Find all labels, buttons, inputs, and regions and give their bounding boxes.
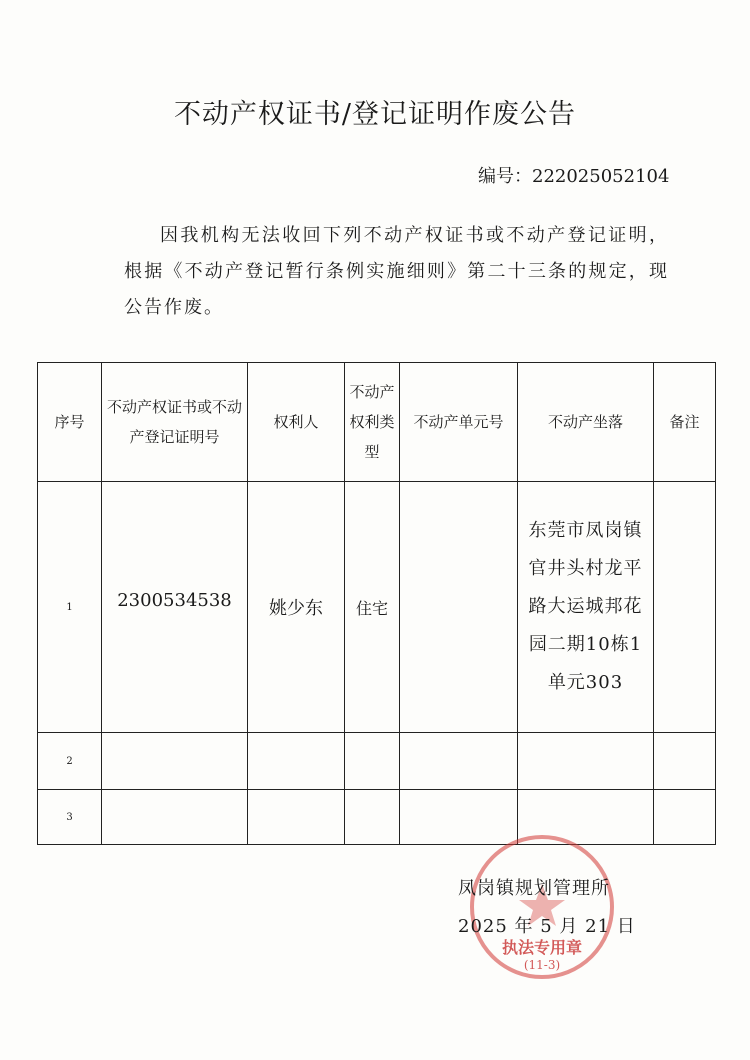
header-right-type: 不动产权利类型 bbox=[345, 363, 400, 482]
header-cert-no: 不动产权证书或不动产登记证明号 bbox=[102, 363, 248, 482]
issue-date: 2025 年 5 月 21 日 bbox=[458, 916, 636, 937]
issuer-name: 凤岗镇规划管理所 bbox=[458, 878, 610, 899]
header-location: 不动产坐落 bbox=[518, 363, 654, 482]
cell-unit-no bbox=[400, 733, 518, 790]
cell-seq: 2 bbox=[38, 733, 102, 790]
header-seq: 序号 bbox=[38, 363, 102, 482]
table-header-row bbox=[38, 363, 716, 482]
cell-holder: 姚少东 bbox=[248, 482, 345, 733]
cell-remarks bbox=[654, 482, 716, 733]
header-holder: 权利人 bbox=[248, 363, 345, 482]
cell-cert-no bbox=[102, 733, 248, 790]
cell-seq: 1 bbox=[38, 482, 102, 733]
cell-right-type bbox=[345, 790, 400, 845]
void-certificate-table bbox=[37, 362, 716, 845]
cell-holder bbox=[248, 733, 345, 790]
cell-unit-no bbox=[400, 482, 518, 733]
intro-paragraph: 因我机构无法收回下列不动产权证书或不动产登记证明，根据《不动产登记暂行条例实施细则》第二十三条的规定，现公告作废。 bbox=[124, 225, 669, 318]
table-row bbox=[38, 733, 716, 790]
cell-right-type bbox=[345, 733, 400, 790]
cell-holder bbox=[248, 790, 345, 845]
document-title: 不动产权证书/登记证明作废公告 bbox=[173, 99, 577, 130]
cell-location bbox=[518, 733, 654, 790]
seal-main-text: 执法专用章 bbox=[501, 938, 582, 957]
cell-remarks bbox=[654, 790, 716, 845]
cell-right-type: 住宅 bbox=[345, 482, 400, 733]
cell-remarks bbox=[654, 733, 716, 790]
cell-location: 东莞市凤岗镇官井头村龙平路大运城邦花园二期10栋1单元303 bbox=[518, 482, 654, 733]
cell-seq: 3 bbox=[38, 790, 102, 845]
seal-sub-text: (11-3) bbox=[523, 958, 561, 972]
header-remarks: 备注 bbox=[654, 363, 716, 482]
cell-cert-no: 2300534538 bbox=[102, 482, 248, 733]
table-row bbox=[38, 482, 716, 733]
header-unit-no: 不动产单元号 bbox=[400, 363, 518, 482]
cell-cert-no bbox=[102, 790, 248, 845]
document-number: 编号：222025052104 bbox=[478, 166, 670, 187]
